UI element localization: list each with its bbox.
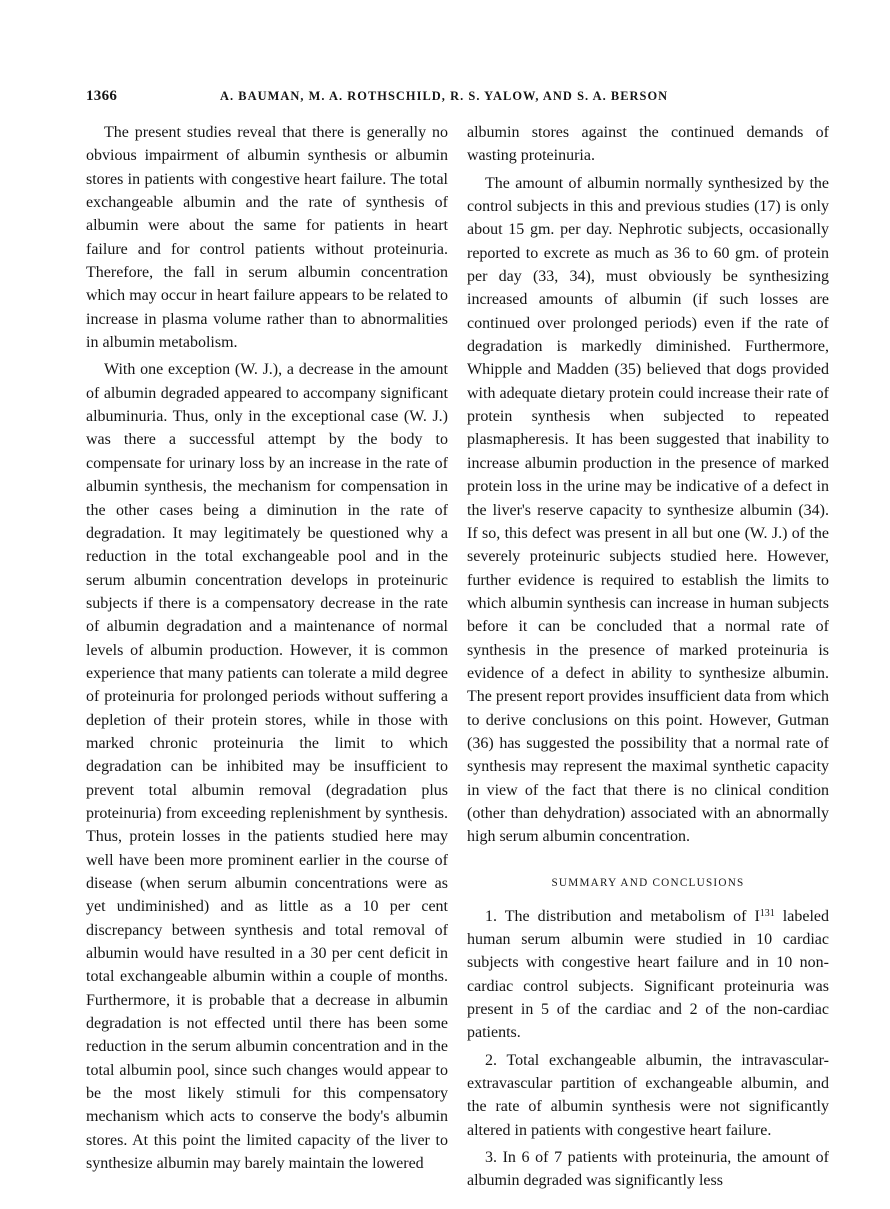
summary-item-text: labeled human serum albumin were studied in 10 cardiac subjects with congestive heart failure and in 10 non-cardiac control subjects. Significant proteinuria was present in 5 of the cardiac and 2 of the non-cardiac patients. <box>467 907 829 1042</box>
summary-item: 2. Total exchangeable albumin, the intravascular-extravascular partition of exchangeable albumin, and the rate of albumin synthesis were not significantly altered in patients with congestive heart failure. <box>467 1051 829 1139</box>
isotope-superscript: 131 <box>759 907 775 919</box>
paragraph-continued: albumin stores against the continued demands of wasting proteinuria. <box>467 124 829 165</box>
summary-item <box>467 905 829 1045</box>
paragraph: With one exception (W. J.), a decrease in the amount of albumin degraded appeared to accompany significant albuminuria. Thus, only in the exceptional case (W. J.) was there a successful attempt by the body to compensate for urinary loss by an increase in the rate of albumin synthesis, the mechanism for compensation in the other cases being a diminution in the rate of degradation. It may legitimately be questioned why a reduction in the total exchangeable pool and in the serum albumin concentration develops in proteinuric subjects if there is a compensatory decrease in the rate of albumin degradation and a maintenance of normal levels of albumin production. However, it is common experience that many patients can tolerate a mild degree of proteinuria for prolonged periods without suffering a depletion of their protein stores, while in those with marked chronic proteinuria the limit to which degradation can be inhibited may be insufficient to prevent total albumin removal (degradation plus proteinuria) from exceeding replenishment by synthesis. Thus, protein losses in the patients studied here may well have been more prominent earlier in the course of disease (when serum albumin concentrations were as yet undiminished) and as little as a 10 per cent discrepancy between synthesis and total removal of albumin would have resulted in a 30 per cent deficit in total exchangeable albumin within a couple of months. Furthermore, it is probable that a decrease in albumin degradation is not effected until there has been some reduction in the serum albumin concentration and in the total albumin pool, since such changes would appear to be the most likely stimuli for this compensatory mechanism which acts to conserve the body's albumin stores. At this point the limited capacity of the liver to synthesize albumin may barely maintain the lowered <box>86 361 448 1173</box>
paragraph: The amount of albumin normally synthesized by the control subjects in this and previous studies (17) is only about 15 gm. per day. Nephrotic subjects, occasionally reported to excrete as much as 36 to 60 gm. of protein per day (33, 34), must obviously be synthesizing increased amounts of albumin (if such losses are continued over prolonged periods) even if the rate of degradation is markedly diminished. Furthermore, Whipple and Madden (35) believed that dogs provided with adequate dietary protein could increase their rate of protein synthesis when subjected to repeated plasmapheresis. It has been suggested that inability to increase albumin production in the presence of marked protein loss in the urine may be indicative of a defect in the liver's reserve capacity to synthesize albumin (34). If so, this defect was present in all but one (W. J.) of the severely proteinuric subjects studied here. However, further evidence is required to establish the limits to which albumin synthesis can increase in human subjects before it can be concluded that a normal rate of synthesis in the presence of marked proteinuria is evidence of a defect in ability to synthesize albumin. The present report provides insufficient data from which to derive conclusions on this point. However, Gutman (36) has suggested the possibility that a normal rate of synthesis may represent the maximal synthetic capacity in view of the fact that there is no clinical condition (other than dehydration) associated with an abnormally high serum albumin concentration. <box>467 174 829 846</box>
left-column <box>86 121 448 1175</box>
summary-item: 3. In 6 of 7 patients with proteinuria, the amount of albumin degraded was significantly less <box>467 1149 829 1190</box>
page-number: 1366 <box>86 88 118 104</box>
right-column <box>467 121 829 1193</box>
paragraph: The present studies reveal that there is generally no obvious impairment of albumin synthesis or albumin stores in patients with congestive heart failure. The total exchangeable albumin and the rate of synthesis of albumin were about the same for patients in heart failure and for control patients without proteinuria. Therefore, the fall in serum albumin concentration which may occur in heart failure appears to be related to increase in plasma volume rather than to abnormalities in albumin metabolism. <box>86 124 448 352</box>
running-header <box>86 88 826 112</box>
section-heading-summary: SUMMARY AND CONCLUSIONS <box>551 876 745 889</box>
summary-item-text: 1. The distribution and metabolism of I <box>485 907 760 925</box>
running-title-authors: A. BAUMAN, M. A. ROTHSCHILD, R. S. YALOW, AND S. A. BERSON <box>220 89 669 103</box>
